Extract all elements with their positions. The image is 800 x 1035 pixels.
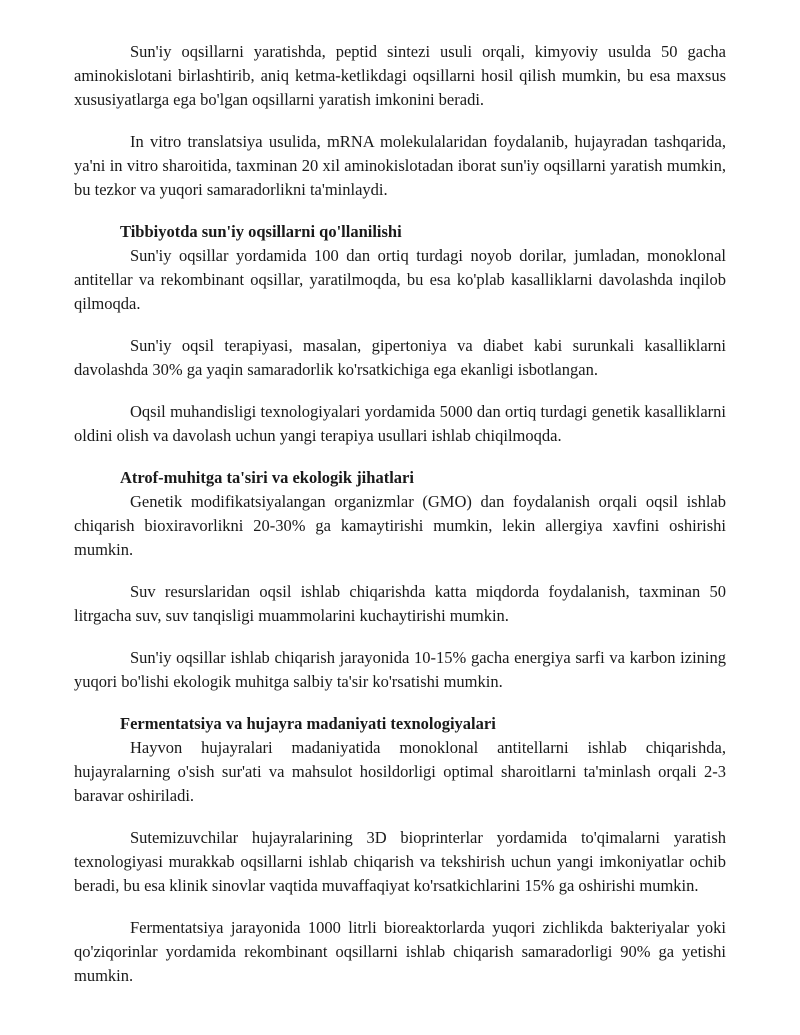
paragraph-gmo: Genetik modifikatsiyalangan organizmlar (GMO) dan foydalanish orqali oqsil ishlab chiqarish bioxiravorlikni 20-30% ga kamaytirishi mumkin, lekin allergiya xavfini oshirishi mumkin. — [74, 492, 726, 559]
document-page — [74, 40, 726, 988]
paragraph-bioreactors: Fermentatsiya jarayonida 1000 litrli bioreaktorlarda yuqori zichlikda bakteriyalar yoki qo'ziqorinlar yordamida rekombinant oqsillarni ishlab chiqarish samaradorligi 90% ga yetishi mumkin. — [74, 918, 726, 985]
section-heading-medicine: Tibbiyotda sun'iy oqsillarni qo'llanilishi — [120, 222, 402, 241]
section-heading-environment: Atrof-muhitga ta'siri va ekologik jihatlari — [120, 468, 414, 487]
section-heading-fermentation: Fermentatsiya va hujayra madaniyati texnologiyalari — [120, 714, 496, 733]
paragraph-in-vitro-translation: In vitro translatsiya usulida, mRNA molekulalaridan foydalanib, hujayradan tashqarida, ya'ni in vitro sharoitida, taxminan 20 xil aminokislotadan iborat sun'iy oqsillarni yaratish mumkin, bu tezkor va yuqori samaradorlikni ta'minlaydi. — [74, 132, 726, 199]
paragraph-unique-drugs: Sun'iy oqsillar yordamida 100 dan ortiq turdagi noyob dorilar, jumladan, monoklonal antitellar va rekombinant oqsillar, yaratilmoqda, bu esa ko'plab kasalliklarni davolashda inqilob qilmoqda. — [74, 246, 726, 313]
paragraph-3d-bioprinting: Sutemizuvchilar hujayralarining 3D bioprinterlar yordamida to'qimalarni yaratish texnologiyasi murakkab oqsillarni ishlab chiqarish va tekshirish uchun yangi imkoniyatlar ochib beradi, bu esa klinik sinovlar vaqtida muvaffaqiyat ko'rsatkichlarini 15% ga oshirishi mumkin. — [74, 828, 726, 895]
paragraph-protein-engineering: Oqsil muhandisligi texnologiyalari yordamida 5000 dan ortiq turdagi genetik kasalliklarni oldini olish va davolash uchun yangi terapiya usullari ishlab chiqilmoqda. — [74, 402, 726, 445]
paragraph-peptide-synthesis: Sun'iy oqsillarni yaratishda, peptid sintezi usuli orqali, kimyoviy usulda 50 gacha aminokislotani birlashtirib, aniq ketma-ketlikdagi oqsillarni hosil qilish mumkin, bu esa maxsus xususiyatlarga ega bo'lgan oqsillarni yaratish imkonini beradi. — [74, 42, 726, 109]
paragraph-protein-therapy: Sun'iy oqsil terapiyasi, masalan, gipertoniya va diabet kabi surunkali kasalliklarni davolashda 30% ga yaqin samaradorlik ko'rsatkichiga ega ekanligi isbotlangan. — [74, 336, 726, 379]
paragraph-animal-cells: Hayvon hujayralari madaniyatida monoklonal antitellarni ishlab chiqarishda, hujayralarning o'sish sur'ati va mahsulot hosildorligi optimal sharoitlarni ta'minlash orqali 2-3 baravar oshiriladi. — [74, 738, 726, 805]
paragraph-energy-carbon: Sun'iy oqsillar ishlab chiqarish jarayonida 10-15% gacha energiya sarfi va karbon izining yuqori bo'lishi ekologik muhitga salbiy ta'sir ko'rsatishi mumkin. — [74, 648, 726, 691]
paragraph-water-resources: Suv resurslaridan oqsil ishlab chiqarishda katta miqdorda foydalanish, taxminan 50 litrgacha suv, suv tanqisligi muammolarini kuchaytirishi mumkin. — [74, 582, 726, 625]
